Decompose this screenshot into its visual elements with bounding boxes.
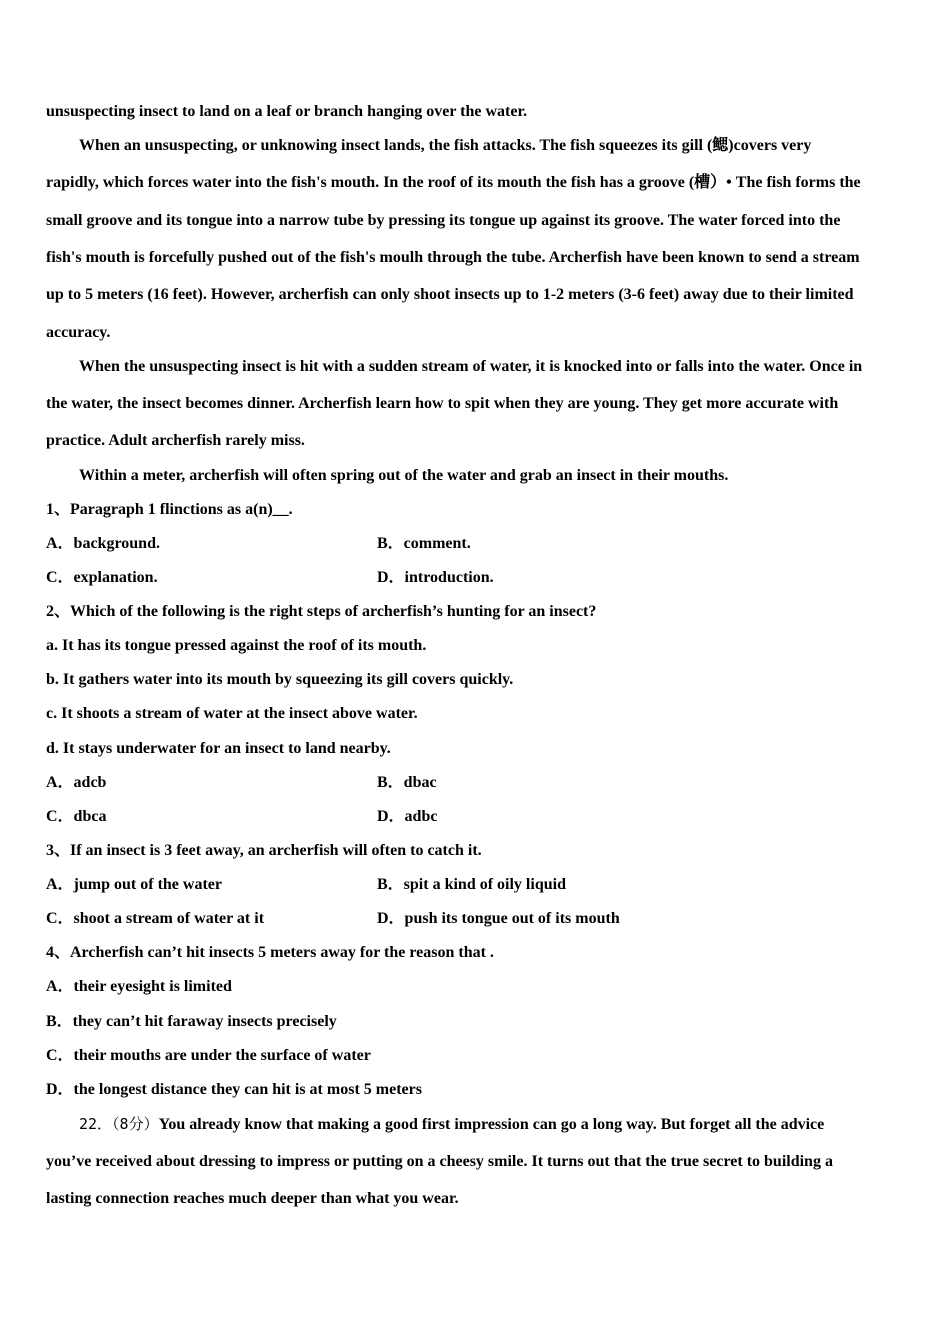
question-4-stem: 4、Archerfish can’t hit insects 5 meters away for the reason that . [46,944,494,961]
paragraph-1-line-6: accuracy. [46,324,111,341]
question-4-option-c[interactable]: C．their mouths are under the surface of water [46,1047,371,1064]
question-2-step-b: b. It gathers water into its mouth by squeezing its gill covers quickly. [46,671,514,688]
paragraph-1-line-4: fish's mouth is forcefully pushed out of the fish's moulh through the tube. Archerfish have been known to send a stream [46,249,860,266]
question-2-option-d[interactable]: D．adbc [377,808,438,825]
paragraph-1-line-2: rapidly, which forces water into the fish's mouth. In the roof of its mouth the fish has a groove (槽）• The fish forms the [46,174,861,191]
paragraph-1-line-1: When an unsuspecting, or unknowing insect lands, the fish attacks. The fish squeezes its gill (鳃)covers very [79,137,812,154]
passage-paragraph-3: Within a meter, archerfish will often spring out of the water and grab an insect in their mouths. [79,467,729,484]
question-3-stem: 3、If an insect is 3 feet away, an archerfish will often to catch it. [46,842,482,859]
question-2-option-a[interactable]: A．adcb [46,774,107,791]
question-1-option-c[interactable]: C．explanation. [46,569,158,586]
question-2-step-a: a. It has its tongue pressed against the roof of its mouth. [46,637,427,654]
question-3-option-d[interactable]: D．push its tongue out of its mouth [377,910,620,927]
section-22-text-1: You already know that making a good first impression can go a long way. But forget all the advice [158,1116,825,1133]
question-3-option-a[interactable]: A．jump out of the water [46,876,222,893]
paragraph-2-line-3: practice. Adult archerfish rarely miss. [46,432,305,449]
section-22-line-2: you’ve received about dressing to impress or putting on a cheesy smile. It turns out that the true secret to building a [46,1153,833,1170]
section-22-number: 22．（8分） [79,1115,159,1133]
question-2-step-d: d. It stays underwater for an insect to land nearby. [46,740,391,757]
question-3-option-b[interactable]: B．spit a kind of oily liquid [377,876,566,893]
question-3-option-c[interactable]: C．shoot a stream of water at it [46,910,265,927]
question-2-option-c[interactable]: C．dbca [46,808,107,825]
paragraph-2-line-1: When the unsuspecting insect is hit with a sudden stream of water, it is knocked into or falls into the water. Once in [79,358,863,375]
question-1-option-d[interactable]: D．introduction. [377,569,494,586]
paragraph-1-line-5: up to 5 meters (16 feet). However, archerfish can only shoot insects up to 1-2 meters (3-6 feet) away due to their limited [46,286,854,303]
question-2-step-c: c. It shoots a stream of water at the insect above water. [46,705,418,722]
question-1-option-b[interactable]: B．comment. [377,535,471,552]
question-2-option-b[interactable]: B．dbac [377,774,437,791]
question-1-option-a[interactable]: A．background. [46,535,160,552]
question-1-stem: 1、Paragraph 1 flinctions as a(n)__. [46,501,293,518]
question-2-stem: 2、Which of the following is the right steps of archerfish’s hunting for an insect? [46,603,597,620]
section-22-line-3: lasting connection reaches much deeper than what you wear. [46,1190,459,1207]
paragraph-1-line-3: small groove and its tongue into a narrow tube by pressing its tongue up against its groove. The water forced into the [46,212,841,229]
section-22-line-1 [79,1114,824,1135]
question-4-option-a[interactable]: A．their eyesight is limited [46,978,232,995]
passage-line-continued: unsuspecting insect to land on a leaf or branch hanging over the water. [46,103,528,120]
paragraph-2-line-2: the water, the insect becomes dinner. Archerfish learn how to spit when they are young. They get more accurate with [46,395,839,412]
question-4-option-b[interactable]: B．they can’t hit faraway insects precisely [46,1013,337,1030]
question-4-option-d[interactable]: D．the longest distance they can hit is at most 5 meters [46,1081,422,1098]
